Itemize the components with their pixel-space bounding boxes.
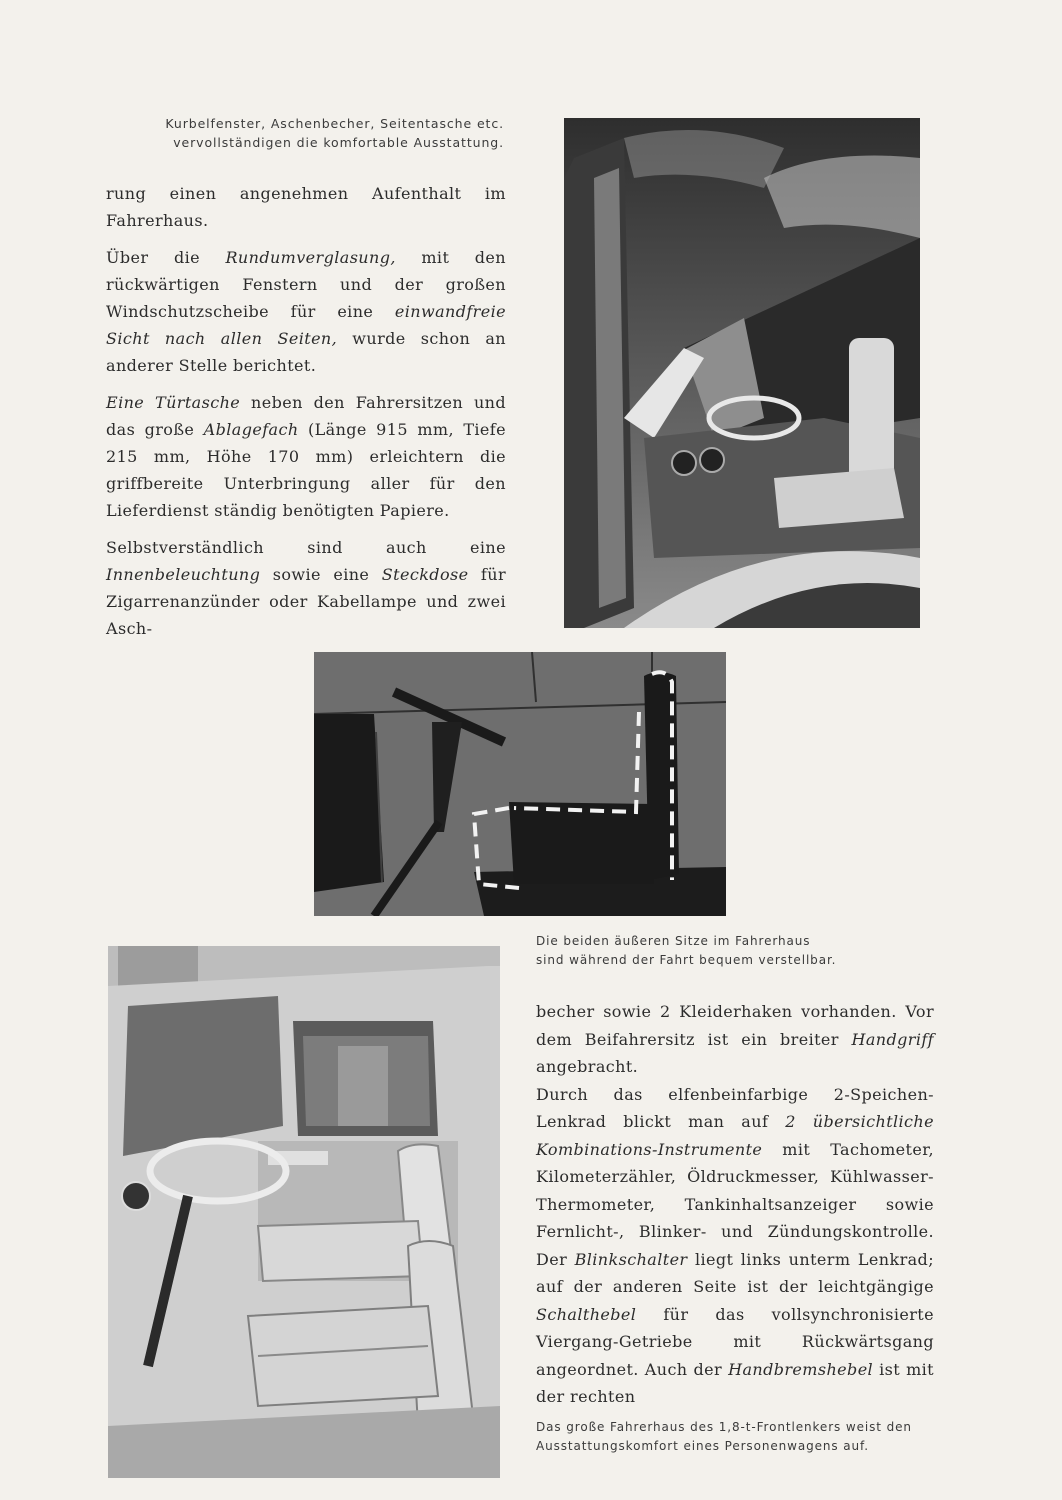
paragraph-4: Selbstverständlich sind auch eine Innenbeleuchtung sowie eine Steckdose für Zigarrenanzünder oder Kabellampe und zwei Asch- — [106, 538, 507, 638]
photo-open-cab-door-image — [564, 118, 920, 628]
photo-open-cab-door — [564, 118, 920, 628]
text-column-left — [106, 180, 506, 642]
caption-bottom — [536, 1418, 936, 1456]
paragraph-1: rung einen angenehmen Aufenthalt im Fahrerhaus. — [106, 184, 506, 230]
caption-top-line2: vervollständigen die komfortable Ausstattung. — [173, 135, 504, 150]
caption-bottom-line1: Das große Fahrerhaus des 1,8-t-Frontlenkers weist den — [536, 1420, 912, 1434]
caption-middle-line2: sind während der Fahrt bequem verstellbar. — [536, 953, 837, 967]
paragraph-3: Eine Türtasche neben den Fahrersitzen und das große Ablagefach (Länge 915 mm, Tiefe 215 mm, Höhe 170 mm) erleichtern die griffbereite Unterbringung aller für den Lieferdienst ständig benötigten Papiere. — [106, 393, 507, 520]
paragraph-2: Über die Rundumverglasung, mit den rückwärtigen Fenstern und der großen Windschutzscheibe für eine einwandfreie Sicht nach allen Seiten, wurde schon an anderer Stelle berichtet. — [106, 248, 506, 375]
caption-bottom-line2: Ausstattungskomfort eines Personenwagens auf. — [536, 1439, 869, 1453]
caption-top-line1: Kurbelfenster, Aschenbecher, Seitentasche etc. — [165, 116, 504, 131]
photo-cab-interior — [108, 946, 500, 1478]
caption-middle — [536, 932, 936, 970]
paragraph-6: Durch das elfenbeinfarbige 2-Speichen-Lenkrad blickt man auf 2 übersichtliche Kombinations-Instrumente mit Tachometer, Kilometerzähler, Öldruckmesser, Kühlwasser-Thermometer, Tankinhaltsanzeiger sowie Fernlicht-, Blinker- und Zündungskontrolle. Der Blinkschalter liegt links unterm Lenkrad; auf der anderen Seite ist der leichtgängige Schalthebel für das vollsynchronisierte Viergang-Getriebe mit Rückwärtsgang angeordnet. Auch der Handbremshebel ist mit der rechten — [536, 1084, 934, 1406]
caption-top — [108, 114, 504, 152]
photo-seat-adjustment-image — [314, 652, 726, 916]
caption-middle-line1: Die beiden äußeren Sitze im Fahrerhaus — [536, 934, 811, 948]
text-column-right — [536, 998, 934, 1411]
photo-seat-adjustment — [314, 652, 726, 916]
paragraph-5: becher sowie 2 Kleiderhaken vorhanden. Vor dem Beifahrersitz ist ein breiter Handgriff angebracht. — [536, 1002, 934, 1076]
photo-cab-interior-image — [108, 946, 500, 1478]
